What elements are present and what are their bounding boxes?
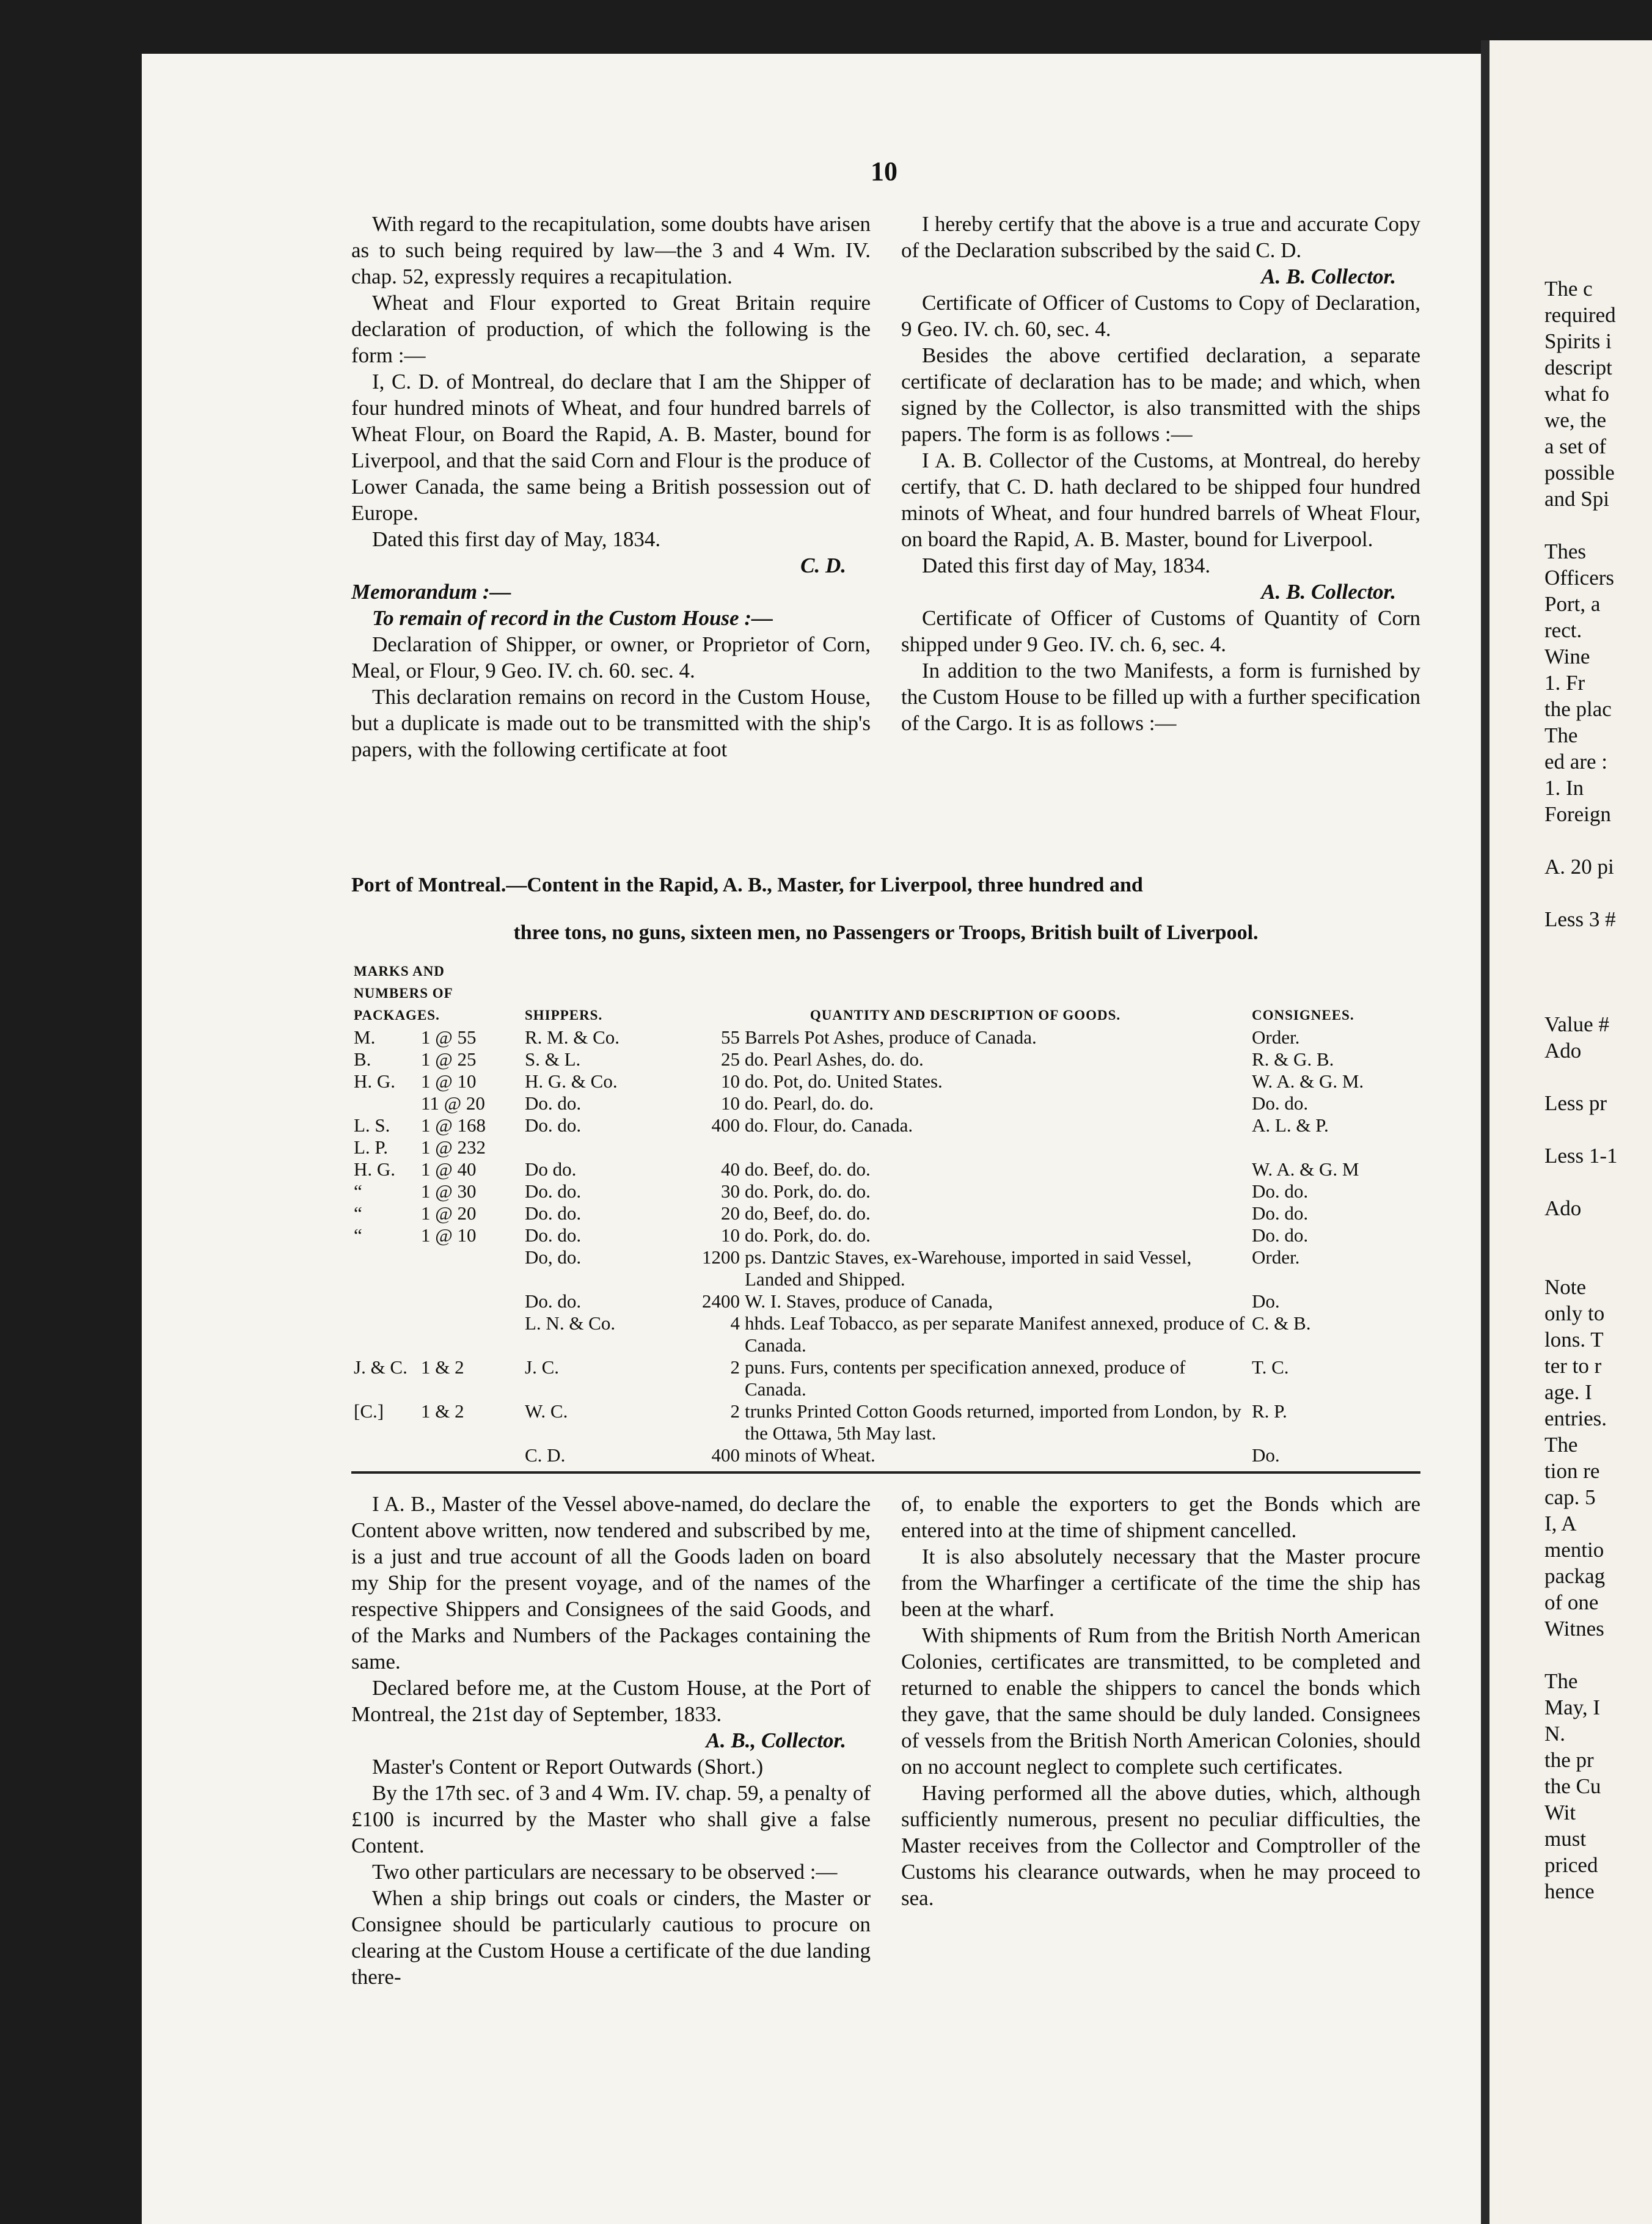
cell-shipper: Do. do. xyxy=(525,1114,582,1136)
paragraph: I hereby certify that the above is a true and accurate Copy of the Declaration subscribed by the said C. D. xyxy=(901,212,1420,262)
facing-page-line: possible xyxy=(1544,461,1615,485)
table-row xyxy=(351,1158,1420,1180)
cell-mark: “ xyxy=(354,1224,362,1246)
port-heading-line: Port of Montreal.—Content in the Rapid, A. B., Master, for Liverpool, three hundred and xyxy=(351,874,1143,896)
paragraph: When a ship brings out coals or cinders, the Master or Consignee should be particularly cautious to procure on clearing at the Custom House a certificate of the due landing there- xyxy=(351,1886,871,1989)
cell-mark: B. xyxy=(354,1048,371,1070)
cargo-table xyxy=(351,960,1420,1466)
facing-page-line: packag xyxy=(1544,1564,1606,1588)
cell-shipper: Do, do. xyxy=(525,1246,582,1268)
cell-numbers: 1 @ 10 xyxy=(421,1070,477,1092)
cell-quantity: 2 xyxy=(730,1356,740,1378)
right-column-top xyxy=(901,211,1420,736)
cell-consignee xyxy=(1249,1136,1420,1158)
facing-page-line: ter to r xyxy=(1544,1354,1602,1378)
dated-line: Dated this first day of May, 1834. xyxy=(922,554,1211,577)
header-shippers: SHIPPERS. xyxy=(525,1008,603,1023)
cell-quantity: 10 xyxy=(721,1224,740,1246)
cell-mark xyxy=(351,1246,418,1290)
cell-numbers xyxy=(418,1246,522,1290)
facing-page-line: Thes xyxy=(1544,540,1587,563)
table-header-row xyxy=(351,960,1420,1026)
facing-page-line: Wine xyxy=(1544,645,1590,668)
facing-page-line: The c xyxy=(1544,277,1593,301)
cell-description: minots of Wheat. xyxy=(745,1444,875,1466)
cell-description: do. Pearl Ashes, do. do. xyxy=(745,1048,924,1070)
right-column-bottom xyxy=(901,1491,1420,1911)
paragraph: Having performed all the above duties, which, although sufficiently numerous, present no peculiar difficulties, the Master receives from the Collector and Comptroller of the Customs his clearance outwards, when he may proceed to sea. xyxy=(901,1781,1420,1910)
cell-shipper: R. M. & Co. xyxy=(525,1026,620,1048)
table-row xyxy=(351,1356,1420,1400)
paragraph: With shipments of Rum from the British North American Colonies, certificates are transmitted, to be completed and returned to enable the shippers to cancel the bonds which they gave, that the same should be duly landed. Consignees of vessels from the British North American Colonies, should on no account neglect to complete such certificates. xyxy=(901,1623,1420,1779)
cell-quantity: 1200 xyxy=(702,1246,740,1268)
facing-page-line: Ado xyxy=(1544,1196,1582,1220)
left-column-top xyxy=(351,211,871,763)
facing-page-line: N. xyxy=(1544,1722,1566,1746)
facing-page-line: The xyxy=(1544,1433,1578,1457)
page-number: 10 xyxy=(871,156,897,186)
table-row xyxy=(351,1092,1420,1114)
table-row xyxy=(351,1180,1420,1202)
facing-page-line: cap. 5 xyxy=(1544,1485,1596,1509)
cell-consignee: R. & G. B. xyxy=(1252,1048,1334,1070)
cell-quantity: 20 xyxy=(721,1202,740,1224)
cell-quantity: 400 xyxy=(711,1444,740,1466)
paragraph: Besides the above certified declaration, a separate certificate of declaration has to be made; and which, when signed by the Collector, is also transmitted with the ships papers. The form is as follows :— xyxy=(901,343,1420,446)
cell-mark: “ xyxy=(354,1202,362,1224)
cell-numbers: 1 @ 232 xyxy=(421,1136,486,1158)
cell-mark: H. G. xyxy=(354,1158,396,1180)
cell-consignee: A. L. & P. xyxy=(1252,1114,1329,1136)
facing-page-line: 1. In xyxy=(1544,776,1584,800)
table-row xyxy=(351,1246,1420,1290)
facing-page-line: ed are : xyxy=(1544,750,1607,774)
cell-numbers: 11 @ 20 xyxy=(421,1092,485,1114)
facing-page-line: age. I xyxy=(1544,1380,1592,1404)
cell-shipper: Do. do. xyxy=(525,1092,582,1114)
signature-collector: A. B., Collector. xyxy=(706,1728,846,1752)
cell-quantity: 25 xyxy=(721,1048,740,1070)
table-row xyxy=(351,1136,1420,1158)
facing-page-line: only to xyxy=(1544,1301,1605,1325)
cell-description: do, Beef, do. do. xyxy=(745,1202,871,1224)
cell-numbers: 1 @ 30 xyxy=(421,1180,477,1202)
cell-shipper: Do. do. xyxy=(525,1290,582,1312)
certificate-form: I A. B. Collector of the Customs, at Montreal, do hereby certify, that C. D. hath declared to be shipped four hundred minots of Wheat, and four hundred barrels of Wheat Flour, on board the Rapid, A. B. Master, bound for Liverpool. xyxy=(901,448,1420,551)
signature-collector: A. B. Collector. xyxy=(1261,265,1396,288)
cell-quantity: 40 xyxy=(721,1158,740,1180)
table-row xyxy=(351,1026,1420,1048)
table-row xyxy=(351,1444,1420,1466)
facing-page xyxy=(1489,40,1652,2224)
facing-page-line: what fo xyxy=(1544,382,1609,406)
cell-description: do. Pearl, do. do. xyxy=(745,1092,874,1114)
facing-page-line: I, A xyxy=(1544,1512,1577,1535)
cell-consignee: Do. do. xyxy=(1252,1202,1309,1224)
page-gutter xyxy=(1481,40,1489,2224)
cell-numbers: 1 @ 55 xyxy=(421,1026,477,1048)
facing-page-line: Less pr xyxy=(1544,1091,1607,1115)
cell-mark: “ xyxy=(354,1180,362,1202)
cell-quantity: 10 xyxy=(721,1092,740,1114)
cell-numbers xyxy=(418,1312,522,1356)
paragraph: In addition to the two Manifests, a form is furnished by the Custom House to be filled up with a further specification of the Cargo. It is as follows :— xyxy=(901,659,1420,735)
cell-description: trunks Printed Cotton Goods returned, imported from London, by the Ottawa, 5th May last. xyxy=(745,1400,1241,1444)
cell-shipper: Do do. xyxy=(525,1158,577,1180)
cell-quantity: 2400 xyxy=(702,1290,740,1312)
facing-page-line: Officers xyxy=(1544,566,1615,590)
paragraph: By the 17th sec. of 3 and 4 Wm. IV. chap. 59, a penalty of £100 is incurred by the Master who shall give a false Content. xyxy=(351,1781,871,1857)
cell-quantity: 30 xyxy=(721,1180,740,1202)
paragraph: Wheat and Flour exported to Great Britain require declaration of production, of which the following is the form :— xyxy=(351,291,871,367)
facing-page-line: Port, a xyxy=(1544,592,1601,616)
header-quantity: QUANTITY AND DESCRIPTION OF GOODS. xyxy=(810,1008,1121,1023)
cell-description: Barrels Pot Ashes, produce of Canada. xyxy=(745,1026,1037,1048)
facing-page-line: Less 1-1 xyxy=(1544,1144,1618,1168)
cell-shipper: Do. do. xyxy=(525,1202,582,1224)
horizontal-rule xyxy=(351,1471,1420,1474)
cell-description: do. Pork, do. do. xyxy=(745,1180,871,1202)
cell-shipper: Do. do. xyxy=(525,1180,582,1202)
cell-mark: J. & C. xyxy=(354,1356,408,1378)
cell-consignee: W. A. & G. M. xyxy=(1252,1070,1364,1092)
cell-mark xyxy=(351,1312,418,1356)
paragraph: With regard to the recapitulation, some doubts have arisen as to such being required by law—the 3 and 4 Wm. IV. chap. 52, expressly requires a recapitulation. xyxy=(351,212,871,288)
master-declaration: I A. B., Master of the Vessel above-named, do declare the Content above written, now tendered and subscribed by me, is a just and true account of all the Goods laden on board my Ship for the present voyage, and of the names of the respective Shippers and Consignees of the said Goods, and of the Marks and Numbers of the Packages containing the same. xyxy=(351,1492,871,1673)
facing-page-line: a set of xyxy=(1544,434,1607,458)
cell-mark: M. xyxy=(354,1026,376,1048)
cell-mark xyxy=(351,1444,418,1466)
header-marks: MARKS AND NUMBERS OF PACKAGES. xyxy=(354,964,453,1023)
facing-page-line: of one xyxy=(1544,1590,1599,1614)
cell-numbers: 1 @ 168 xyxy=(421,1114,486,1136)
cell-consignee: Do. do. xyxy=(1252,1180,1309,1202)
facing-page-line: Foreign xyxy=(1544,802,1611,826)
cell-mark: L. S. xyxy=(354,1114,390,1136)
cell-shipper: Do. do. xyxy=(525,1224,582,1246)
signature-collector: A. B. Collector. xyxy=(1261,580,1396,604)
facing-page-line: entries. xyxy=(1544,1406,1607,1430)
facing-page-line: rect. xyxy=(1544,618,1582,642)
cell-description: do. Pork, do. do. xyxy=(745,1224,871,1246)
cell-description: W. I. Staves, produce of Canada, xyxy=(745,1290,993,1312)
cell-shipper: J. C. xyxy=(525,1356,559,1378)
cell-consignee: Do. do. xyxy=(1252,1224,1309,1246)
facing-page-line: lons. T xyxy=(1544,1328,1604,1352)
dated-line: Dated this first day of May, 1834. xyxy=(372,527,661,551)
facing-page-line: we, the xyxy=(1544,408,1607,432)
cell-shipper: L. N. & Co. xyxy=(525,1312,616,1334)
cell-shipper: S. & L. xyxy=(525,1048,581,1070)
table-row xyxy=(351,1114,1420,1136)
facing-page-line: descript xyxy=(1544,356,1612,379)
cell-consignee: Do. xyxy=(1252,1290,1280,1312)
cell-quantity: 10 xyxy=(721,1070,740,1092)
cell-consignee: T. C. xyxy=(1252,1356,1289,1378)
facing-page-line: Note xyxy=(1544,1275,1587,1299)
facing-page-line: The xyxy=(1544,723,1578,747)
cell-shipper: W. C. xyxy=(525,1400,568,1422)
paragraph: It is also absolutely necessary that the Master procure from the Wharfinger a certificate of the time the ship has been at the wharf. xyxy=(901,1545,1420,1621)
facing-page-line: hence xyxy=(1544,1879,1595,1903)
memorandum-heading: Memorandum :— xyxy=(351,580,511,604)
paragraph: This declaration remains on record in the Custom House, but a duplicate is made out to be transmitted with the ship's papers, with the following certificate at foot xyxy=(351,685,871,761)
cell-description xyxy=(742,1136,1249,1158)
facing-page-line: required xyxy=(1544,303,1616,327)
port-heading xyxy=(351,861,1420,957)
facing-page-line: Wit xyxy=(1544,1801,1576,1824)
left-column-bottom xyxy=(351,1491,871,1990)
facing-page-line: Less 3 # xyxy=(1544,907,1616,931)
signature-cd: C. D. xyxy=(800,554,846,577)
facing-page-line: must xyxy=(1544,1827,1587,1851)
cell-mark: [C.] xyxy=(354,1400,384,1422)
cell-quantity: 55 xyxy=(721,1026,740,1048)
caption: Master's Content or Report Outwards (Short.) xyxy=(372,1755,764,1779)
table-row xyxy=(351,1312,1420,1356)
table-row xyxy=(351,1048,1420,1070)
facing-page-line: mentio xyxy=(1544,1538,1604,1562)
cell-description: ps. Dantzic Staves, ex-Warehouse, imported in said Vessel, Landed and Shipped. xyxy=(745,1246,1192,1290)
paragraph: Two other particulars are necessary to be observed :— xyxy=(372,1860,838,1884)
cell-numbers: 1 @ 40 xyxy=(421,1158,477,1180)
paragraph: Declaration of Shipper, or owner, or Proprietor of Corn, Meal, or Flour, 9 Geo. IV. ch. 60. sec. 4. xyxy=(351,632,871,682)
facing-page-line: tion re xyxy=(1544,1459,1600,1483)
facing-page-line: Ado xyxy=(1544,1039,1582,1063)
cell-numbers xyxy=(418,1444,522,1466)
cell-description: puns. Furs, contents per specification annexed, produce of Canada. xyxy=(745,1356,1186,1400)
cell-description: hhds. Leaf Tobacco, as per separate Manifest annexed, produce of Canada. xyxy=(745,1312,1245,1356)
table-row xyxy=(351,1202,1420,1224)
facing-page-line: and Spi xyxy=(1544,487,1609,511)
paragraph: Certificate of Officer of Customs of Quantity of Corn shipped under 9 Geo. IV. ch. 6, sec. 4. xyxy=(901,606,1420,656)
cell-numbers: 1 @ 10 xyxy=(421,1224,477,1246)
facing-page-line: May, I xyxy=(1544,1695,1601,1719)
cell-shipper: C. D. xyxy=(525,1444,566,1466)
cell-consignee: Do. do. xyxy=(1252,1092,1309,1114)
cell-quantity: 400 xyxy=(711,1114,740,1136)
cell-quantity xyxy=(681,1136,742,1158)
cell-numbers: 1 @ 25 xyxy=(421,1048,477,1070)
cell-consignee: W. A. & G. M xyxy=(1252,1158,1359,1180)
facing-page-line: the plac xyxy=(1544,697,1612,721)
cell-shipper: H. G. & Co. xyxy=(525,1070,618,1092)
cell-mark: H. G. xyxy=(354,1070,396,1092)
cell-numbers: 1 & 2 xyxy=(421,1356,464,1378)
cell-consignee: R. P. xyxy=(1252,1400,1287,1422)
declaration-form: I, C. D. of Montreal, do declare that I am the Shipper of four hundred minots of Wheat, and four hundred barrels of Wheat Flour, on Board the Rapid, A. B. Master, bound for Liverpool, and that the said Corn and Flour is the produce of Lower Canada, the same being a British possession out of Europe. xyxy=(351,370,871,525)
table-row xyxy=(351,1400,1420,1444)
facing-page-line: the pr xyxy=(1544,1748,1594,1772)
facing-page-line: Value # xyxy=(1544,1012,1609,1036)
facing-page-line: the Cu xyxy=(1544,1774,1601,1798)
cell-consignee: C. & B. xyxy=(1252,1312,1311,1334)
facing-page-line: priced xyxy=(1544,1853,1598,1877)
cell-description: do. Flour, do. Canada. xyxy=(745,1114,913,1136)
paragraph: Declared before me, at the Custom House, at the Port of Montreal, the 21st day of September, 1833. xyxy=(351,1676,871,1726)
cell-shipper xyxy=(522,1136,681,1158)
facing-page-line: The xyxy=(1544,1669,1578,1693)
paragraph: Certificate of Officer of Customs to Copy of Declaration, 9 Geo. IV. ch. 60, sec. 4. xyxy=(901,291,1420,341)
cell-consignee: Do. xyxy=(1252,1444,1280,1466)
table-row xyxy=(351,1224,1420,1246)
table-row xyxy=(351,1290,1420,1312)
cell-quantity: 2 xyxy=(730,1400,740,1422)
cell-mark: L. P. xyxy=(354,1136,388,1158)
cell-numbers xyxy=(418,1290,522,1312)
cell-mark xyxy=(351,1092,418,1114)
cell-numbers: 1 & 2 xyxy=(421,1400,464,1422)
facing-page-line: Spirits i xyxy=(1544,329,1612,353)
facing-page-line: A. 20 pi xyxy=(1544,855,1614,879)
cell-quantity: 4 xyxy=(730,1312,740,1334)
cell-description: do. Beef, do. do. xyxy=(745,1158,871,1180)
facing-page-line: 1. Fr xyxy=(1544,671,1585,695)
paragraph: of, to enable the exporters to get the Bonds which are entered into at the time of shipment cancelled. xyxy=(901,1492,1420,1542)
cell-description: do. Pot, do. United States. xyxy=(745,1070,943,1092)
cell-consignee: Order. xyxy=(1252,1026,1300,1048)
header-consignees: CONSIGNEES. xyxy=(1252,1008,1354,1023)
cell-numbers: 1 @ 20 xyxy=(421,1202,477,1224)
table-row xyxy=(351,1070,1420,1092)
cell-consignee: Order. xyxy=(1252,1246,1300,1268)
facing-page-line: Witnes xyxy=(1544,1617,1604,1641)
memorandum-note: To remain of record in the Custom House :— xyxy=(372,606,773,630)
port-heading-line: three tons, no guns, sixteen men, no Passengers or Troops, British built of Liverpool. xyxy=(513,921,1259,944)
cell-mark xyxy=(351,1290,418,1312)
